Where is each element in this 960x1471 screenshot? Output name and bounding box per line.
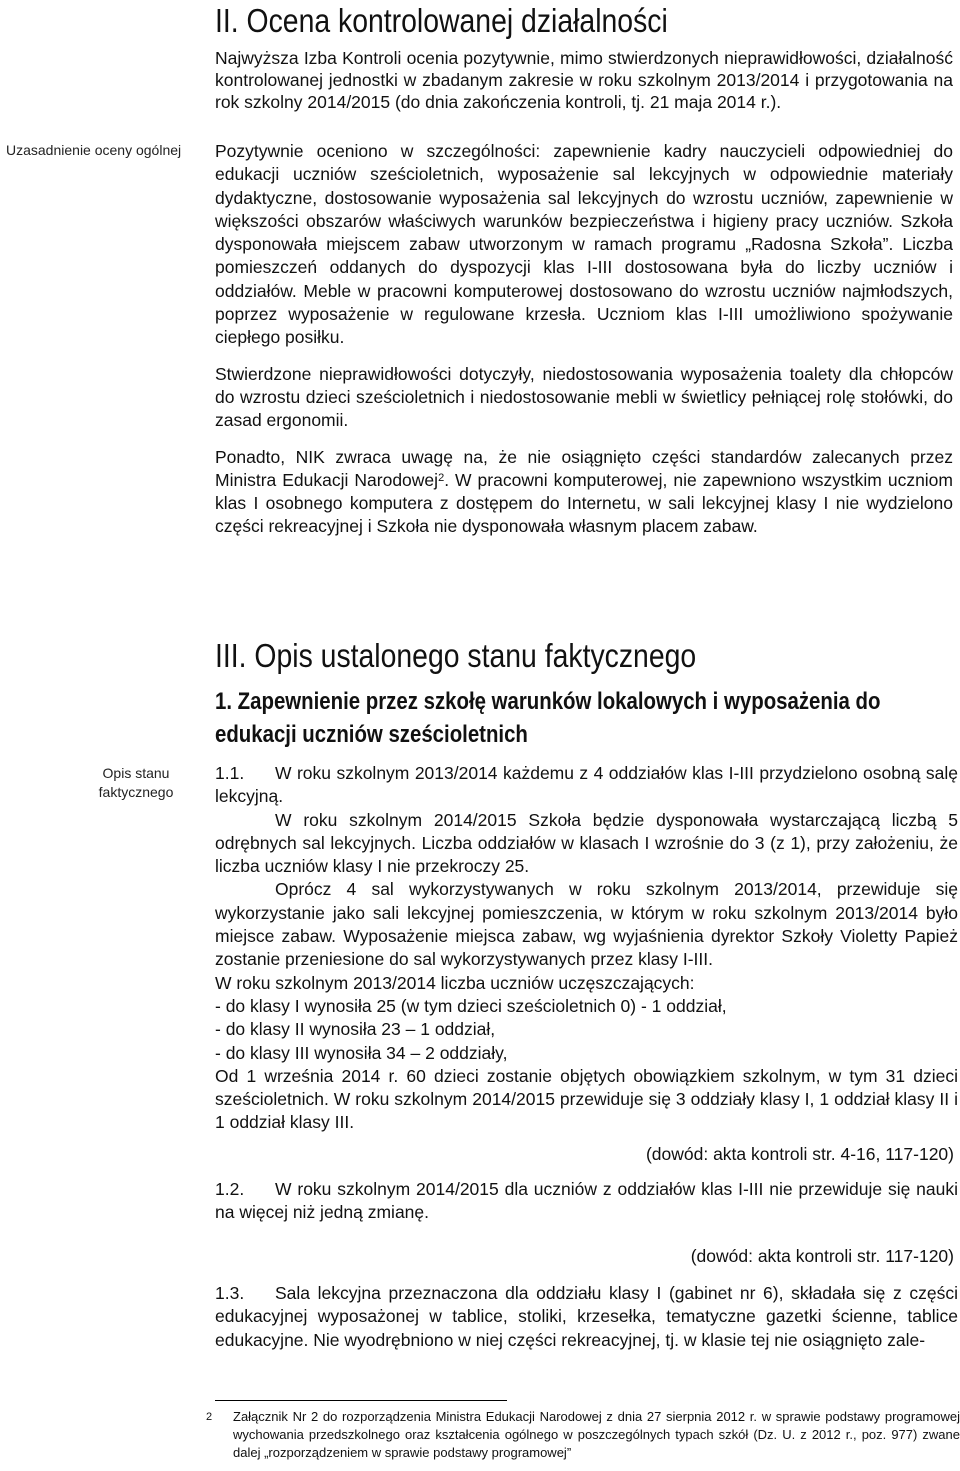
- item-1-1-a-text: W roku szkolnym 2013/2014 każdemu z 4 oddziałów klas I-III przydzielono osobną salę lekcyjną.: [215, 763, 958, 807]
- item-number: 1.3.: [215, 1282, 245, 1303]
- section-2-intro: [215, 47, 953, 113]
- evidence-1-1: (dowód: akta kontroli str. 4-16, 117-120): [645, 1143, 954, 1164]
- section-3-body: [215, 762, 958, 1352]
- item-1-3-text: Sala lekcyjna przeznaczona dla oddziału klasy I (gabinet nr 6), składała się z części edukacyjnej wyposażonej w tablice, stoliki, krzesełka, tematyczne gazetki ścienne, tablice edukacyjne. Nie wyodrębniono w niej części rekreacyjnej, tj. w klasie tej nie osiągnięto zale-: [215, 1282, 958, 1350]
- section-3-title: III. Opis ustalonego stanu faktycznego: [215, 637, 697, 674]
- assessment-paragraph-1: Pozytywnie oceniono w szczególności: zapewnienie kadry nauczycieli odpowiedniej do edukacji uczniów sześcioletnich, wyposażenie sal lekcyjnych w odpowiednie materiały dydaktyczne, dostosowanie wyposażenia sal lekcyjnych do wzrostu uczniów, zapewnienie w większości obszarów właściwych warunków bezpieczeństwa i higieny pracy uczniów. Szkoła dysponowała miejscem zabaw utworzonym w ramach programu „Radosna Szkoła”. Liczba pomieszczeń oddanych do dyspozycji klas I-III dostosowana była do liczby uczniów i oddziałów. Meble w pracowni komputerowej dostosowano do wzrostu uczniów najmłodszych, poprzez wyposażenie w regulowane krzesła. Uczniom klas I-III umożliwiono spożywanie ciepłego posiłku.: [215, 141, 953, 348]
- footnote-separator: [215, 1400, 507, 1401]
- margin-label-facts-line-1: Opis stanu: [102, 765, 170, 781]
- item-1-1-a: [215, 762, 958, 809]
- assessment-paragraph-3-a: Ponadto, NIK zwraca uwagę na, że nie osiągnięto części standardów zalecanych przez Ministra Edukacji Narodowej: [215, 446, 953, 490]
- item-1-1-c: Oprócz 4 sal wykorzystywanych w roku szkolnym 2013/2014, przewiduje się wykorzystanie jako sali lekcyjnej pomieszczenia, w którym w roku szkolnym 2013/2014 było miejsce zabaw. Wyposażenie miejsca zabaw, wg wyjaśnienia dyrektor Szkoły Violetty Papież zostanie przeniesione do sal wykorzystywanych przez klasy I-III.: [215, 879, 958, 970]
- item-1-1-line-2: - do klasy I wynosiła 25 (w tym dzieci sześcioletnich 0) - 1 oddział,: [215, 995, 727, 1016]
- item-1-3: [215, 1282, 958, 1352]
- footnote: [200, 1408, 960, 1462]
- item-1-1-line-1: W roku szkolnym 2013/2014 liczba uczniów uczęszczających:: [215, 972, 695, 993]
- assessment-paragraph-3: [215, 446, 953, 539]
- footnote-number: 2: [206, 1411, 213, 1423]
- footnote-ref: 2: [438, 471, 445, 484]
- section-2-title: II. Ocena kontrolowanej działalności: [215, 2, 668, 39]
- item-number: 1.2.: [215, 1179, 245, 1200]
- intro-paragraph: Najwyższa Izba Kontroli ocenia pozytywnie, mimo stwierdzonych nieprawidłowości, działalność kontrolowanej jednostki w zbadanym zakresie w roku szkolnym 2013/2014 i przygotowania na rok szkolny 2014/2015 (do dnia zakończenia kontroli, tj. 21 maja 2014 r.).: [215, 48, 953, 112]
- margin-label-facts-line-2: faktycznego: [98, 784, 174, 800]
- item-1-1-line-4: - do klasy III wynosiła 34 – 2 oddziały,: [215, 1042, 508, 1063]
- item-1-1-line-3: - do klasy II wynosiła 23 – 1 oddział,: [215, 1019, 496, 1040]
- assessment-paragraph-3-b: . W pracowni komputerowej, nie zapewniono wszystkim uczniom klas I osobnego komputera z dostępem do Internetu, w sali lekcyjnej klasy I nie wydzielono części rekreacyjnej i Szkoła nie dysponowała własnym placem zabaw.: [215, 469, 953, 537]
- item-1-1-b: W roku szkolnym 2014/2015 Szkoła będzie dysponowała wystarczającą liczbą 5 odrębnych sal lekcyjnych. Liczba oddziałów w klasach I wzrośnie do 3 (z 1), przy założeniu, że liczba uczniów klasy I nie przekroczy 25.: [215, 809, 958, 877]
- section-2-body: [215, 140, 953, 539]
- margin-label-justification: Uzasadnienie oceny ogólnej: [6, 142, 182, 158]
- assessment-paragraph-2: Stwierdzone nieprawidłowości dotyczyły, niedostosowania wyposażenia toalety dla chłopców do wzrostu dzieci sześcioletnich i niedostosowanie mebli w świetlicy pełniącej rolę stołówki, do zasad ergonomii.: [215, 363, 953, 431]
- evidence-1-2: (dowód: akta kontroli str. 117-120): [690, 1245, 954, 1266]
- section-3-subtitle: 1. Zapewnienie przez szkołę warunków lokalowych i wyposażenia do edukacji uczniów sześcioletnich: [215, 688, 881, 748]
- margin-label-facts: [96, 764, 176, 802]
- item-number: 1.1.: [215, 763, 245, 783]
- item-1-2-text: W roku szkolnym 2014/2015 dla uczniów z oddziałów klas I-III nie przewiduje się nauki na więcej niż jedną zmianę.: [215, 1179, 958, 1223]
- item-1-2: [215, 1178, 958, 1225]
- item-1-1-d: Od 1 września 2014 r. 60 dzieci zostanie objętych obowiązkiem szkolnym, w tym 31 dzieci sześcioletnich. W roku szkolnym 2014/2015 przewiduje się 3 oddziały klasy I, 1 oddział klasy II i 1 oddział klasy III.: [215, 1065, 958, 1133]
- footnote-text: Załącznik Nr 2 do rozporządzenia Ministra Edukacji Narodowej z dnia 27 sierpnia 2012 r. w sprawie podstawy programowej wychowania przedszkolnego oraz kształcenia ogólnego w poszczególnych typach szkół (Dz. U. z 2012 r., poz. 977) zwane dalej „rozporządzeniem w sprawie podstawy programowej”: [233, 1409, 960, 1460]
